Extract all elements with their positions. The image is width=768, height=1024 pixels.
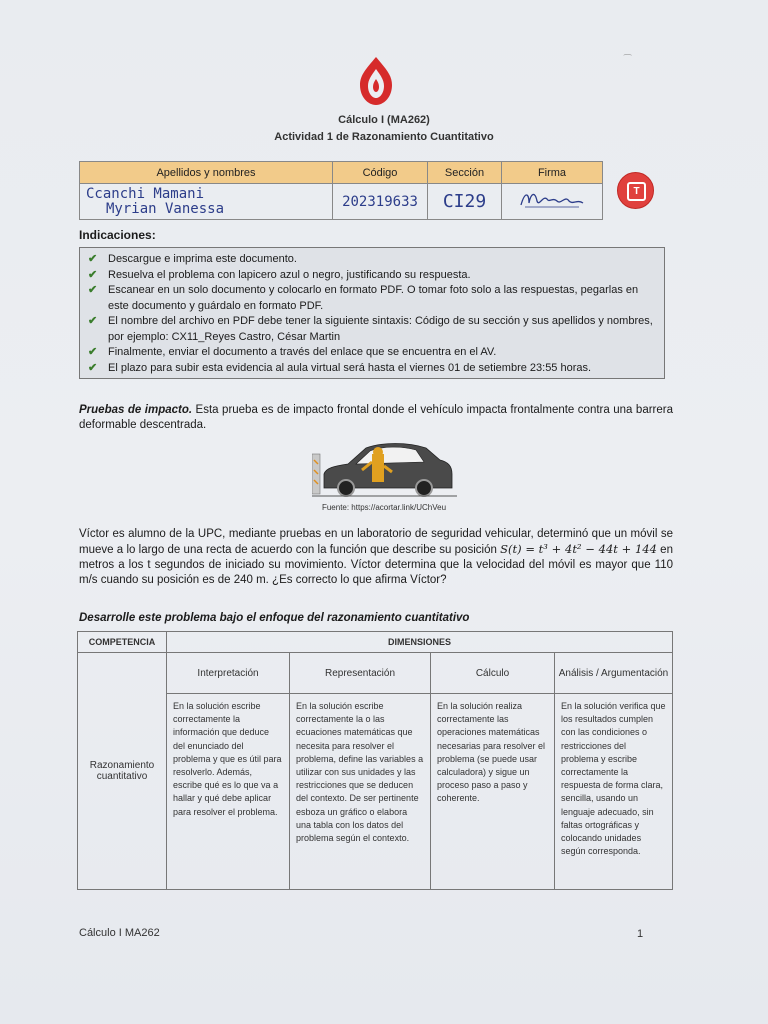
intro-lead: Pruebas de impacto. (79, 404, 193, 416)
dimension-analisis: Análisis / Argumentación (555, 653, 673, 694)
rubric-cell-calculo: En la solución realiza correctamente las operaciones matemáticas necesarias para resolver el problema (se puede usar calculadora) y sigue un proceso paso a paso y coherente. (431, 694, 555, 890)
page-number: 1 (637, 928, 644, 940)
check-icon: ✔ (88, 284, 98, 296)
indicaciones-heading: Indicaciones: (79, 228, 156, 242)
problem-text-2: en metros a los t segundos de iniciado su movimiento. Víctor determina que la velocidad del móvil es mayor que 110 m/s cuando su posición es de 240 m. ¿Es correcto lo que afirma Víctor? (79, 544, 673, 586)
translate-icon[interactable]: T (617, 172, 654, 209)
check-icon: ✔ (88, 315, 98, 327)
dimensiones-header: DIMENSIONES (167, 632, 673, 653)
document-title: Cálculo I (MA262) (338, 114, 430, 126)
rubric-cell-analisis: En la solución verifica que los resultados cumplen con las condiciones o restricciones del problema y escribe correctamente la respuesta de forma clara, sencilla, usando un lenguaje adecuado, sin faltas ortográficas y colocando unidades según corresponda. (555, 694, 673, 890)
rubric-cell-representacion: En la solución escribe correctamente la o las ecuaciones matemáticas que necesita para resolver el problema, define las variables a utilizar con sus unidades y las restricciones que se deducen del contexto. De ser pertinente esboza un gráfico o elabora una tabla con los datos del problema según el contexto. (290, 694, 431, 890)
student-code: 202319633 (333, 184, 428, 220)
list-item: ✔ Escanear en un solo documento y colocarlo en formato PDF. O tomar foto solo a las respuestas, pegarlas en este documento y guárdalo en formato PDF. (88, 284, 639, 312)
footer-course: Cálculo I MA262 (79, 927, 160, 939)
list-item: ✔ Finalmente, enviar el documento a través del enlace que se encuentra en el AV. (88, 345, 656, 361)
rubric-cell-interpretacion: En la solución escribe correctamente la información que deduce del enunciado del problema y que es útil para resolverlo. Además, escribe qué es lo que va a hallar y qué debe aplicar para resolver el problema. (167, 694, 290, 890)
intro-paragraph (79, 403, 673, 433)
problem-paragraph (79, 527, 673, 588)
problem-text-1: Víctor es alumno de la UPC, mediante pruebas en un laboratorio de seguridad vehicular, determinó que un móvil se mueve a lo largo de una recta de acuerdo con la función que describe su posición (79, 528, 673, 556)
crash-test-car-image (312, 440, 457, 500)
upc-logo (352, 55, 400, 107)
signature-mark (517, 187, 587, 213)
col-header-code: Código (333, 162, 428, 184)
student-name-line2: Myrian Vanessa (106, 200, 225, 217)
student-name-cell (80, 184, 333, 220)
dimension-interpretacion: Interpretación (167, 653, 290, 694)
image-source: Fuente: https://acortar.link/UChVeu (321, 503, 447, 512)
dimension-calculo: Cálculo (431, 653, 555, 694)
check-icon: ✔ (88, 253, 98, 265)
list-item: ✔ El nombre del archivo en PDF debe tener la siguiente sintaxis: Código de su sección y sus apellidos y nombres, por ejemplo: CX11_Reyes Castro, César Martin (88, 315, 653, 343)
competency-label: Razonamiento cuantitativo (78, 653, 167, 890)
student-info-table (79, 161, 603, 220)
competencia-header: COMPETENCIA (78, 632, 167, 653)
intro-text: Esta prueba es de impacto frontal donde el vehículo impacta frontalmente contra una barrera deformable descentrada. (79, 404, 673, 431)
col-header-signature: Firma (502, 162, 603, 184)
list-item: ✔ Resuelva el problema con lapicero azul o negro, justificando su respuesta. (88, 268, 656, 284)
list-item: ✔ Descargue e imprima este documento. (88, 252, 656, 268)
col-header-section: Sección (428, 162, 502, 184)
check-icon: ✔ (88, 346, 98, 358)
dimension-representacion: Representación (290, 653, 431, 694)
list-item: ✔ El plazo para subir esta evidencia al aula virtual será hasta el viernes 01 de setiembre 23:55 horas. (88, 361, 656, 377)
student-section: CI29 (428, 184, 502, 220)
document-subtitle: Actividad 1 de Razonamiento Cuantitativo (274, 131, 494, 143)
position-formula: S(t) = t³ + 4t² − 44t + 144 (500, 542, 657, 556)
student-name-line1: Ccanchi Mamani (86, 185, 205, 202)
development-subheading: Desarrolle este problema bajo el enfoque del razonamiento cuantitativo (79, 612, 470, 624)
rubric-table (77, 631, 673, 890)
stray-mark: ⁀ (624, 54, 632, 64)
indicaciones-box (79, 247, 665, 379)
col-header-name: Apellidos y nombres (80, 162, 333, 184)
check-icon: ✔ (88, 361, 98, 374)
check-icon: ✔ (88, 268, 98, 281)
signature-cell (502, 184, 603, 220)
